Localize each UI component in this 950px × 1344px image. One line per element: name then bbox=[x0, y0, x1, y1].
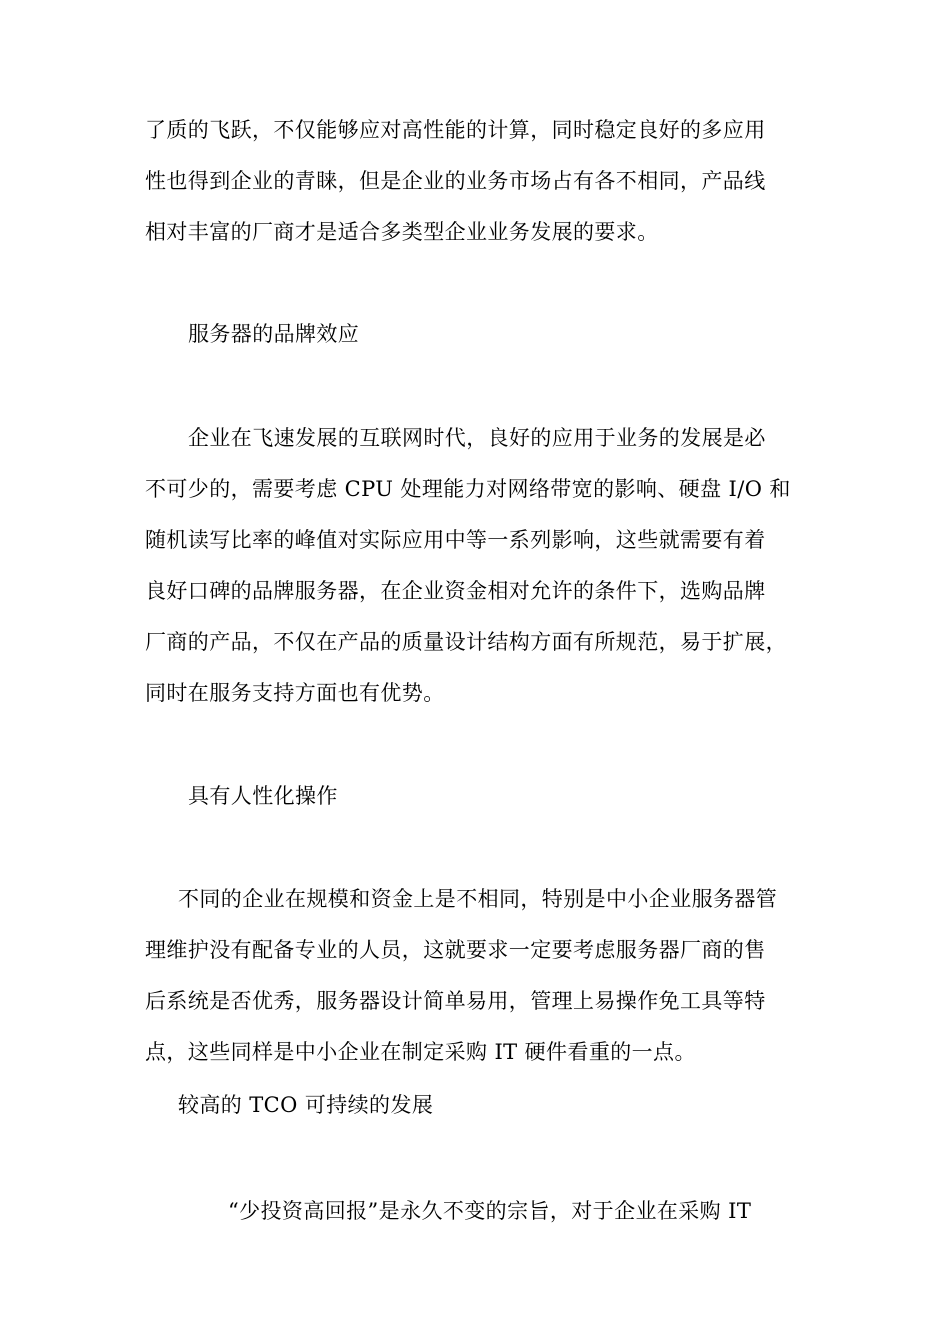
paragraph-3-line-2: 理维护没有配备专业的人员，这就要求一定要考虑服务器厂商的售 bbox=[145, 938, 766, 962]
section-heading-tco: 较高的 TCO 可持续的发展 bbox=[178, 1093, 434, 1117]
paragraph-2-line-1: 企业在飞速发展的互联网时代，良好的应用于业务的发展是必 bbox=[188, 426, 766, 450]
paragraph-2-line-3: 随机读写比率的峰值对实际应用中等一系列影响，这些就需要有着 bbox=[145, 528, 766, 552]
paragraph-2-line-2: 不可少的，需要考虑 CPU 处理能力对网络带宽的影响、硬盘 I/O 和 bbox=[145, 477, 791, 501]
paragraph-1-line-2: 性也得到企业的青睐，但是企业的业务市场占有各不相同，产品线 bbox=[145, 169, 766, 193]
paragraph-3-line-3: 后系统是否优秀，服务器设计简单易用，管理上易操作免工具等特 bbox=[145, 989, 766, 1013]
paragraph-3-line-1: 不同的企业在规模和资金上是不相同，特别是中小企业服务器管 bbox=[178, 887, 778, 911]
paragraph-2-line-6: 同时在服务支持方面也有优势。 bbox=[145, 681, 445, 705]
section-heading-brand-effect: 服务器的品牌效应 bbox=[188, 322, 360, 346]
paragraph-3-line-4: 点，这些同样是中小企业在制定采购 IT 硬件看重的一点。 bbox=[145, 1040, 696, 1064]
paragraph-2-line-4: 良好口碑的品牌服务器，在企业资金相对允许的条件下，选购品牌 bbox=[145, 579, 766, 603]
paragraph-2-line-5: 厂商的产品，不仅在产品的质量设计结构方面有所规范，易于扩展， bbox=[145, 630, 787, 654]
paragraph-1-line-3: 相对丰富的厂商才是适合多类型企业业务发展的要求。 bbox=[145, 220, 659, 244]
section-heading-user-friendly: 具有人性化操作 bbox=[188, 784, 338, 808]
paragraph-4-line-1: “少投资高回报”是永久不变的宗旨，对于企业在采购 IT bbox=[228, 1199, 752, 1223]
paragraph-1-line-1: 了质的飞跃，不仅能够应对高性能的计算，同时稳定良好的多应用 bbox=[145, 118, 766, 142]
